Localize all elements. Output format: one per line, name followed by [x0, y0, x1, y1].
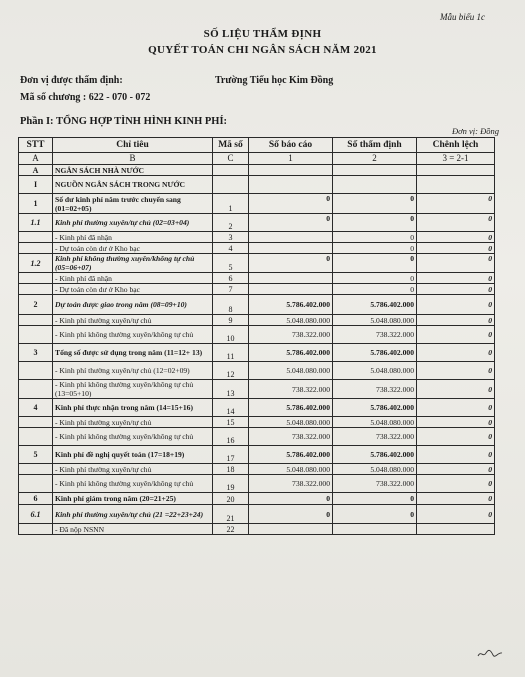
row-bao-cao: 5.048.080.000 — [249, 315, 333, 326]
row-tham-dinh: 0 — [333, 243, 417, 254]
unit-label: Đơn vị được thẩm định: — [20, 75, 123, 86]
row-bao-cao — [249, 524, 333, 535]
table-row — [19, 165, 495, 176]
row-chi-tieu: Kinh phí đề nghị quyết toán (17=18+19) — [53, 446, 213, 464]
row-ma-so: 13 — [213, 380, 249, 399]
table-row — [19, 194, 495, 214]
row-tham-dinh: 5.048.080.000 — [333, 315, 417, 326]
row-bao-cao: 5.048.080.000 — [249, 464, 333, 475]
row-stt — [19, 428, 53, 446]
row-chenh-lech: 0 — [417, 243, 495, 254]
row-bao-cao: 5.786.402.000 — [249, 295, 333, 315]
row-stt: 2 — [19, 295, 53, 315]
row-ma-so: 21 — [213, 505, 249, 524]
code-3: 3 = 2-1 — [417, 153, 495, 165]
row-chi-tieu: - Kinh phí không thường xuyên/không tự chủ — [53, 428, 213, 446]
document-subtitle: QUYẾT TOÁN CHI NGÂN SÁCH NĂM 2021 — [148, 44, 377, 56]
row-chi-tieu: - Kinh phí thường xuyên/tự chủ — [53, 315, 213, 326]
header-stt: STT — [19, 138, 53, 153]
row-tham-dinh — [333, 176, 417, 194]
table-row — [19, 214, 495, 232]
row-chenh-lech: 0 — [417, 344, 495, 362]
header-bao-cao: Số báo cáo — [249, 138, 333, 153]
table-header-row — [19, 138, 495, 153]
part-title: Phần I: TỔNG HỢP TÌNH HÌNH KINH PHÍ: — [20, 116, 228, 127]
row-stt — [19, 273, 53, 284]
document-title: SỐ LIỆU THẨM ĐỊNH — [203, 28, 322, 40]
table-row — [19, 295, 495, 315]
row-ma-so: 19 — [213, 475, 249, 493]
row-bao-cao: 5.048.080.000 — [249, 362, 333, 380]
row-bao-cao — [249, 273, 333, 284]
row-chi-tieu: - Kinh phí thường xuyên/tự chủ — [53, 417, 213, 428]
row-chi-tieu: Số dư kinh phí năm trước chuyển sang (01=02+05) — [53, 194, 213, 214]
row-ma-so: 16 — [213, 428, 249, 446]
row-stt: 5 — [19, 446, 53, 464]
row-bao-cao — [249, 232, 333, 243]
row-bao-cao: 738.322.000 — [249, 428, 333, 446]
row-bao-cao: 5.786.402.000 — [249, 344, 333, 362]
row-chi-tieu: Kinh phí thường xuyên/tự chủ (02=03+04) — [53, 214, 213, 232]
row-tham-dinh: 0 — [333, 214, 417, 232]
row-chenh-lech — [417, 176, 495, 194]
row-chenh-lech: 0 — [417, 428, 495, 446]
table-row — [19, 176, 495, 194]
row-stt — [19, 232, 53, 243]
row-ma-so: 20 — [213, 493, 249, 505]
row-tham-dinh: 5.048.080.000 — [333, 417, 417, 428]
row-stt: 6 — [19, 493, 53, 505]
table-row — [19, 243, 495, 254]
row-chenh-lech: 0 — [417, 214, 495, 232]
table-row — [19, 505, 495, 524]
row-bao-cao: 738.322.000 — [249, 475, 333, 493]
row-tham-dinh: 0 — [333, 284, 417, 295]
row-chi-tieu: NGÂN SÁCH NHÀ NƯỚC — [53, 165, 213, 176]
header-chenh-lech: Chênh lệch — [417, 138, 495, 153]
row-stt: 1.2 — [19, 254, 53, 273]
row-chenh-lech: 0 — [417, 326, 495, 344]
row-ma-so: 9 — [213, 315, 249, 326]
table-row — [19, 524, 495, 535]
row-chenh-lech: 0 — [417, 232, 495, 243]
code-a: A — [19, 153, 53, 165]
table-row — [19, 254, 495, 273]
row-bao-cao: 0 — [249, 505, 333, 524]
row-tham-dinh: 5.048.080.000 — [333, 464, 417, 475]
row-ma-so: 1 — [213, 194, 249, 214]
table-row — [19, 315, 495, 326]
row-tham-dinh: 738.322.000 — [333, 475, 417, 493]
row-ma-so: 11 — [213, 344, 249, 362]
code-b: B — [53, 153, 213, 165]
row-chenh-lech: 0 — [417, 446, 495, 464]
table-row — [19, 362, 495, 380]
code-2: 2 — [333, 153, 417, 165]
row-ma-so: 6 — [213, 273, 249, 284]
table-row — [19, 326, 495, 344]
row-bao-cao: 0 — [249, 214, 333, 232]
table-row — [19, 464, 495, 475]
row-ma-so: 2 — [213, 214, 249, 232]
row-stt: 1.1 — [19, 214, 53, 232]
signature-mark — [477, 647, 503, 659]
row-stt — [19, 362, 53, 380]
row-tham-dinh — [333, 524, 417, 535]
row-tham-dinh: 738.322.000 — [333, 380, 417, 399]
row-chi-tieu: Kinh phí không thường xuyên/không tự chủ (05=06+07) — [53, 254, 213, 273]
row-ma-so: 17 — [213, 446, 249, 464]
table-row — [19, 446, 495, 464]
row-ma-so — [213, 165, 249, 176]
row-stt — [19, 380, 53, 399]
table-row — [19, 284, 495, 295]
row-ma-so — [213, 176, 249, 194]
row-bao-cao — [249, 284, 333, 295]
row-tham-dinh: 0 — [333, 254, 417, 273]
row-chenh-lech: 0 — [417, 380, 495, 399]
chapter-code: Mã số chương : 622 - 070 - 072 — [20, 92, 151, 103]
row-chenh-lech: 0 — [417, 194, 495, 214]
row-bao-cao: 738.322.000 — [249, 326, 333, 344]
row-chenh-lech: 0 — [417, 475, 495, 493]
row-stt: I — [19, 176, 53, 194]
row-chenh-lech: 0 — [417, 284, 495, 295]
row-chi-tieu: - Kinh phí không thường xuyên/không tự chủ — [53, 326, 213, 344]
row-stt — [19, 315, 53, 326]
row-chenh-lech: 0 — [417, 399, 495, 417]
row-tham-dinh: 5.048.080.000 — [333, 362, 417, 380]
row-chi-tieu: Kinh phí thực nhận trong năm (14=15+16) — [53, 399, 213, 417]
row-bao-cao: 0 — [249, 493, 333, 505]
row-chenh-lech: 0 — [417, 295, 495, 315]
row-tham-dinh — [333, 165, 417, 176]
row-bao-cao — [249, 176, 333, 194]
row-chenh-lech — [417, 165, 495, 176]
row-tham-dinh: 0 — [333, 493, 417, 505]
table-row — [19, 273, 495, 284]
row-ma-so: 8 — [213, 295, 249, 315]
table-row — [19, 417, 495, 428]
table-row — [19, 380, 495, 399]
row-chenh-lech — [417, 524, 495, 535]
row-chi-tieu: - Kinh phí đã nhận — [53, 273, 213, 284]
code-c: C — [213, 153, 249, 165]
row-stt — [19, 284, 53, 295]
row-ma-so: 22 — [213, 524, 249, 535]
row-tham-dinh: 5.786.402.000 — [333, 446, 417, 464]
row-bao-cao: 738.322.000 — [249, 380, 333, 399]
row-chenh-lech: 0 — [417, 505, 495, 524]
row-stt: 3 — [19, 344, 53, 362]
currency-unit: Đơn vị: Đồng — [451, 126, 499, 136]
row-chenh-lech: 0 — [417, 273, 495, 284]
table-row — [19, 493, 495, 505]
table-row — [19, 399, 495, 417]
row-tham-dinh: 738.322.000 — [333, 326, 417, 344]
code-1: 1 — [249, 153, 333, 165]
header-ma-so: Mã số — [213, 138, 249, 153]
table-row — [19, 428, 495, 446]
row-chi-tieu: - Kinh phí không thường xuyên/không tự chủ (13=05+10) — [53, 380, 213, 399]
table-row — [19, 475, 495, 493]
row-ma-so: 18 — [213, 464, 249, 475]
row-tham-dinh: 5.786.402.000 — [333, 344, 417, 362]
row-bao-cao — [249, 165, 333, 176]
row-bao-cao: 5.048.080.000 — [249, 417, 333, 428]
row-tham-dinh: 5.786.402.000 — [333, 295, 417, 315]
row-chenh-lech: 0 — [417, 315, 495, 326]
header-chi-tieu: Chỉ tiêu — [53, 138, 213, 153]
row-stt — [19, 326, 53, 344]
row-chi-tieu: Dự toán được giao trong năm (08=09+10) — [53, 295, 213, 315]
table-row — [19, 232, 495, 243]
row-chenh-lech: 0 — [417, 464, 495, 475]
row-stt: 6.1 — [19, 505, 53, 524]
row-chenh-lech: 0 — [417, 417, 495, 428]
row-stt — [19, 524, 53, 535]
row-chi-tieu: Tổng số được sử dụng trong năm (11=12+ 13) — [53, 344, 213, 362]
row-bao-cao — [249, 243, 333, 254]
row-chi-tieu: NGUỒN NGÂN SÁCH TRONG NƯỚC — [53, 176, 213, 194]
row-chi-tieu: - Kinh phí thường xuyên/tự chủ — [53, 464, 213, 475]
row-ma-so: 5 — [213, 254, 249, 273]
form-id: Mẫu biểu 1c — [440, 12, 485, 22]
row-stt — [19, 417, 53, 428]
row-chi-tieu: Kinh phí thường xuyên/tự chủ (21 =22+23+24) — [53, 505, 213, 524]
row-ma-so: 14 — [213, 399, 249, 417]
row-tham-dinh: 0 — [333, 273, 417, 284]
row-chi-tieu: Kinh phí giảm trong năm (20=21+25) — [53, 493, 213, 505]
row-chenh-lech: 0 — [417, 362, 495, 380]
row-bao-cao: 5.786.402.000 — [249, 446, 333, 464]
row-tham-dinh: 0 — [333, 505, 417, 524]
row-chenh-lech: 0 — [417, 493, 495, 505]
row-tham-dinh: 738.322.000 — [333, 428, 417, 446]
row-ma-so: 3 — [213, 232, 249, 243]
header-tham-dinh: Số thẩm định — [333, 138, 417, 153]
row-chi-tieu: - Dự toán còn dư ở Kho bạc — [53, 284, 213, 295]
row-bao-cao: 5.786.402.000 — [249, 399, 333, 417]
row-bao-cao: 0 — [249, 194, 333, 214]
row-chi-tieu: - Kinh phí thường xuyên/tự chủ (12=02+09) — [53, 362, 213, 380]
row-chi-tieu: - Đã nộp NSNN — [53, 524, 213, 535]
row-ma-so: 10 — [213, 326, 249, 344]
table-row — [19, 344, 495, 362]
row-stt — [19, 243, 53, 254]
row-stt: 4 — [19, 399, 53, 417]
table-code-row — [19, 153, 495, 165]
row-chenh-lech: 0 — [417, 254, 495, 273]
row-tham-dinh: 5.786.402.000 — [333, 399, 417, 417]
row-stt: 1 — [19, 194, 53, 214]
row-ma-so: 7 — [213, 284, 249, 295]
row-stt — [19, 475, 53, 493]
row-ma-so: 4 — [213, 243, 249, 254]
row-tham-dinh: 0 — [333, 194, 417, 214]
unit-name: Trường Tiểu học Kim Đồng — [215, 75, 334, 86]
row-stt: A — [19, 165, 53, 176]
budget-table — [18, 137, 495, 535]
row-ma-so: 12 — [213, 362, 249, 380]
row-bao-cao: 0 — [249, 254, 333, 273]
row-chi-tieu: - Dự toán còn dư ở Kho bạc — [53, 243, 213, 254]
row-chi-tieu: - Kinh phí đã nhận — [53, 232, 213, 243]
row-stt — [19, 464, 53, 475]
row-ma-so: 15 — [213, 417, 249, 428]
row-chi-tieu: - Kinh phí không thường xuyên/không tự chủ — [53, 475, 213, 493]
row-tham-dinh: 0 — [333, 232, 417, 243]
